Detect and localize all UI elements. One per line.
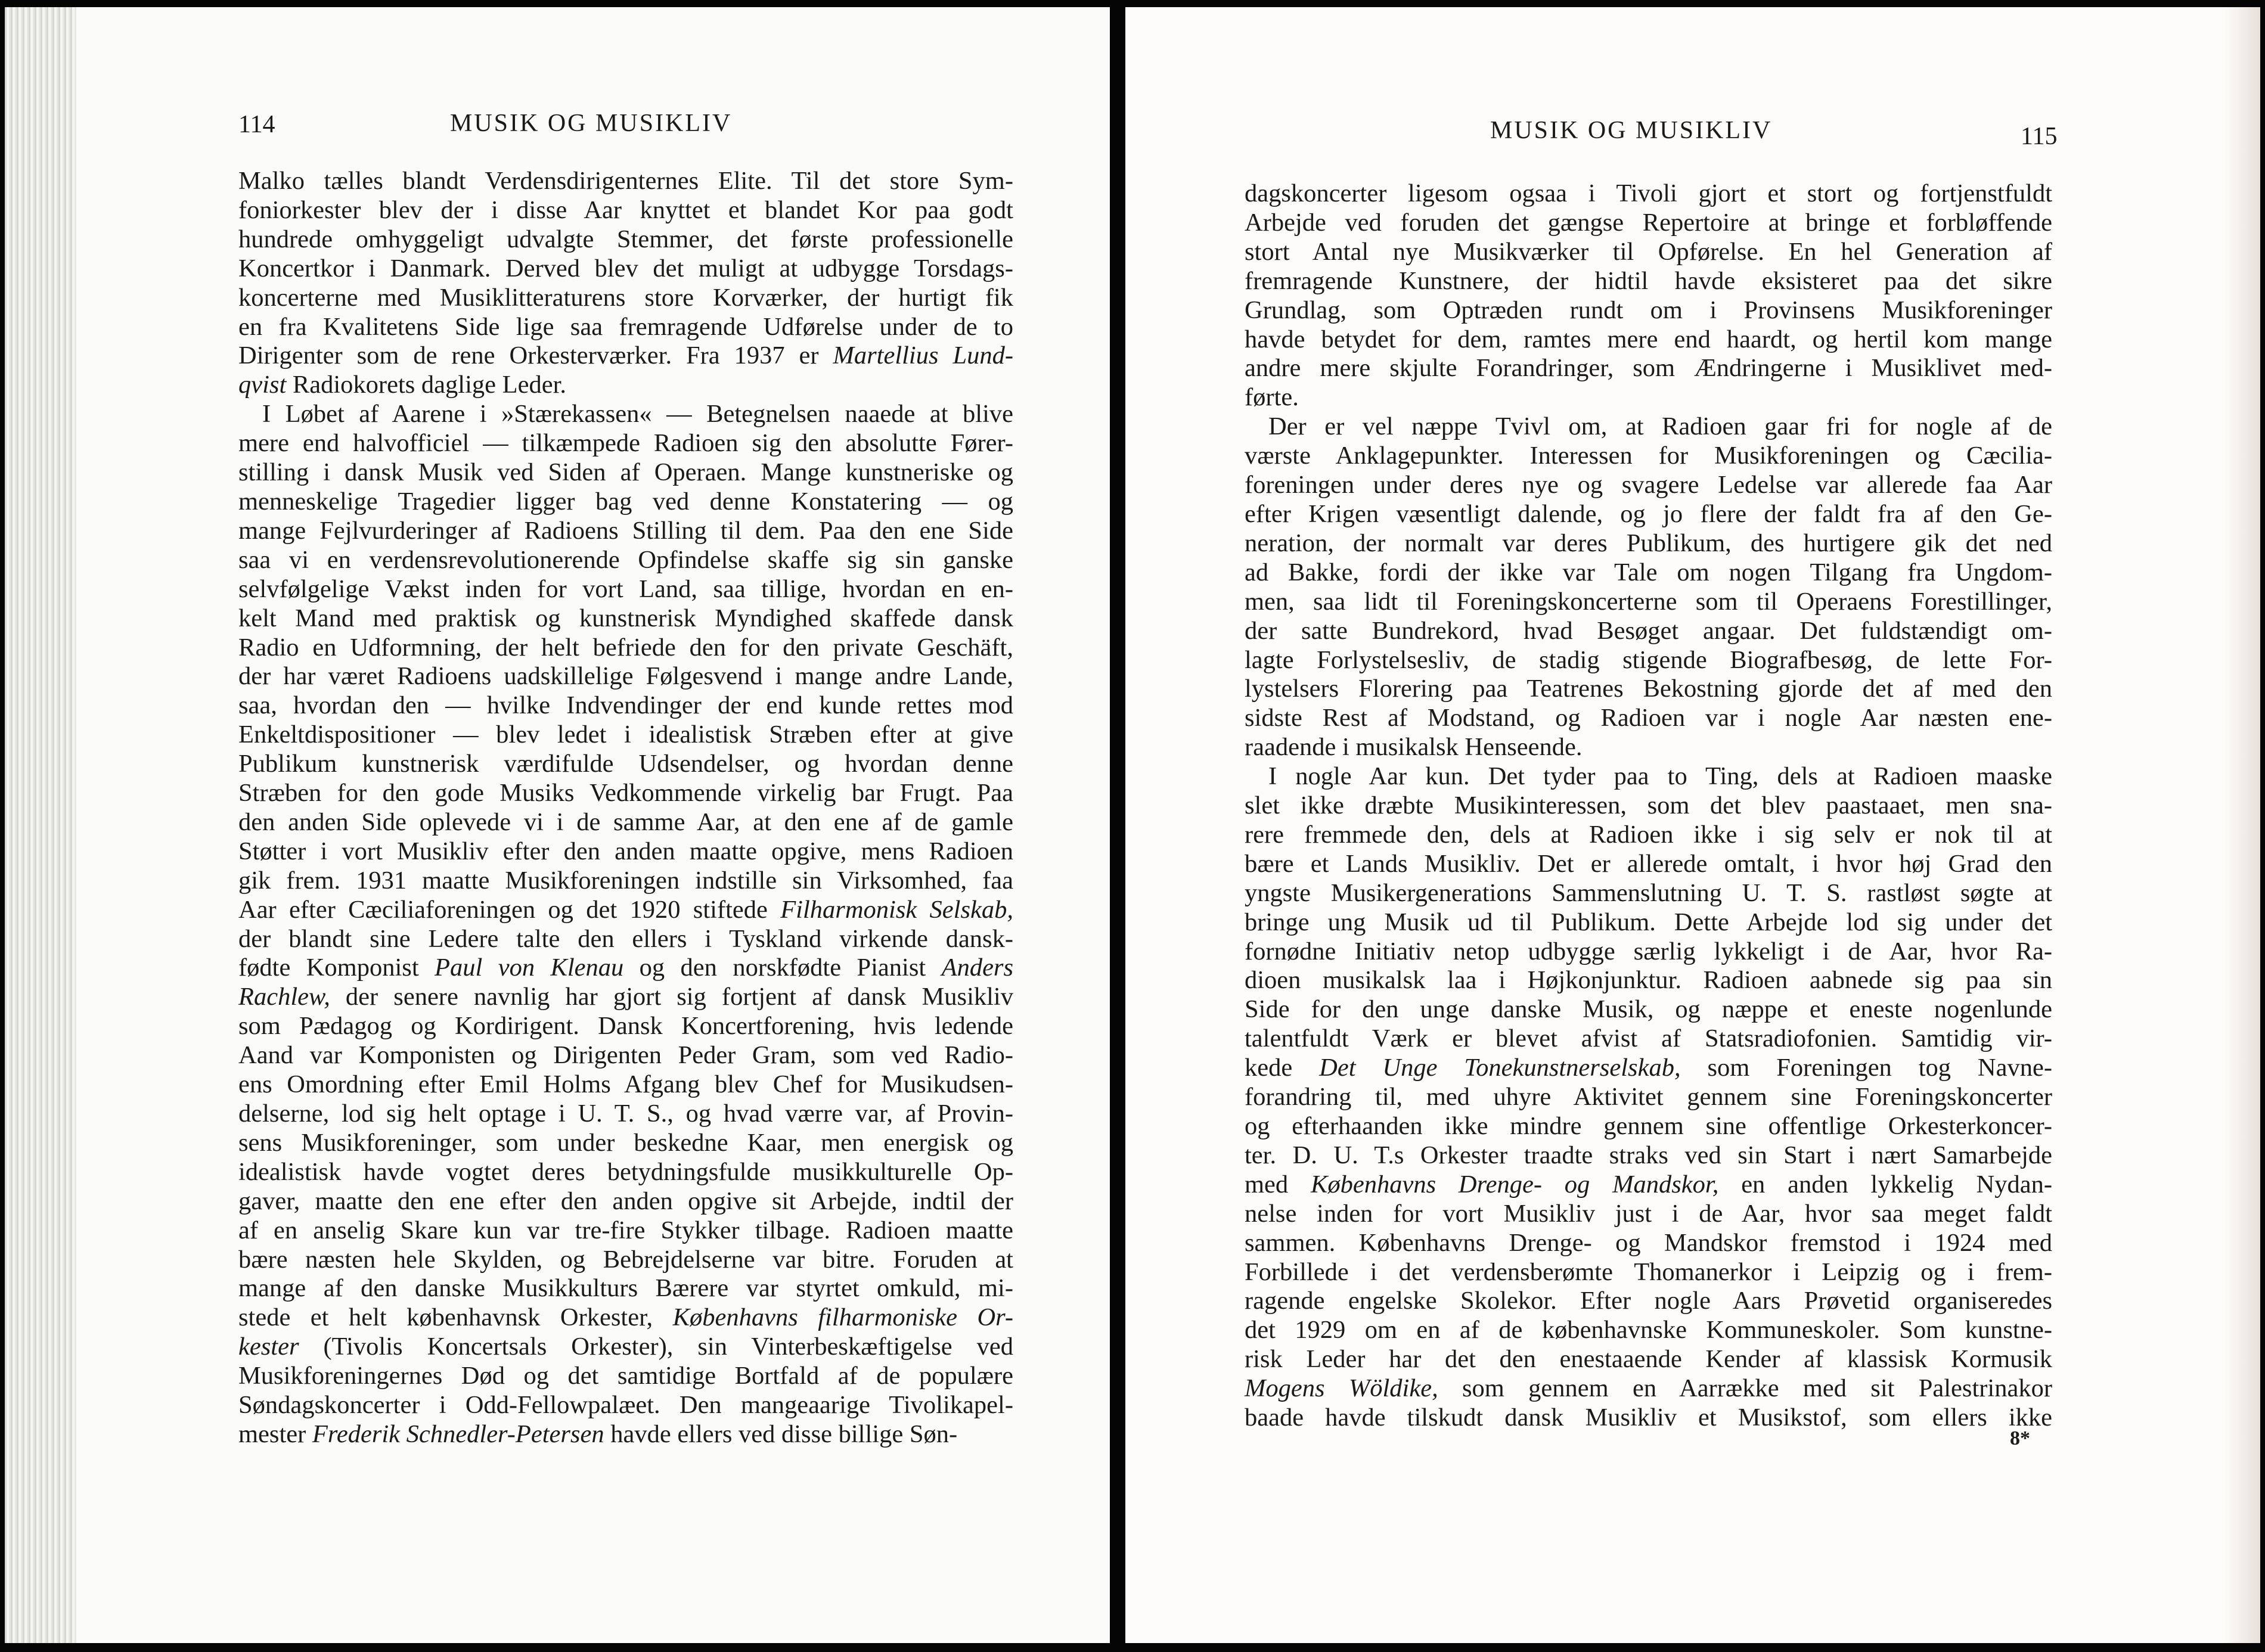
text-run: idealistisk havde vogtet deres betydningsfulde musikkulturelle Op- (238, 1157, 1013, 1186)
text-run: gaver, maatte den ene efter den anden opgive sit Arbejde, indtil der (238, 1187, 1013, 1215)
text-run: som Pædagog og Kordirigent. Dansk Koncertforening, hvis ledende (238, 1012, 1013, 1041)
italic-name: kester (238, 1333, 299, 1361)
text-line (238, 196, 1013, 225)
text-line (1245, 412, 2052, 442)
text-run: menneskelige Tragedier ligger bag ved denne Konstatering — og (238, 487, 1013, 516)
text-run: raadende i musikalsk Henseende. (1245, 733, 1583, 762)
italic-name: Københavns Drenge- og Mandskor, (1311, 1170, 1719, 1198)
text-run: mange af den danske Musikkulturs Bærere var styrtet omkuld, mi- (238, 1274, 1013, 1303)
right-running-head: MUSIK OG MUSIKLIV (1490, 117, 1773, 144)
text-run: ad Bakke, fordi der ikke var Tale om nogen Tilgang fra Ungdom- (1245, 558, 2052, 586)
text-run: dagskoncerter ligesom ogsaa i Tivoli gjort et stort og fortjenstfuldt (1245, 179, 2052, 207)
text-run: ens Omordning efter Emil Holms Afgang blev Chef for Musikudsen- (238, 1070, 1013, 1099)
text-line (1245, 1258, 2052, 1287)
text-line (238, 167, 1013, 196)
text-run: slet ikke dræbte Musikinteressen, som det blev paastaaet, men sna- (1245, 791, 2052, 820)
text-line (1245, 1141, 2052, 1170)
text-run: værste Anklagepunkter. Interessen for Musikforeningen og Cæcilia- (1245, 442, 2052, 470)
text-line (1245, 850, 2052, 879)
text-run: med (1245, 1170, 1311, 1198)
text-run: yngste Musikergenerations Sammenslutning U. T. S. rastløst søgte at (1245, 878, 2052, 907)
text-line (238, 1274, 1013, 1303)
text-run: Side for den unge danske Musik, og næppe et eneste nogenlunde (1245, 995, 2052, 1024)
right-page-number: 115 (2021, 123, 2058, 150)
text-run: Forbillede i det verdensberømte Thomanerkor i Leipzig og i frem- (1245, 1257, 2052, 1286)
text-line (1245, 966, 2052, 995)
text-run: sammen. Københavns Drenge- og Mandskor fremstod i 1924 med (1245, 1228, 2052, 1257)
text-line (1245, 1200, 2052, 1229)
text-run: Der er vel næppe Tvivl om, at Radioen gaar fri for nogle af de (1268, 412, 2052, 441)
text-run: ter. D. U. T.s Orkester traadte straks ved sin Start i nært Samarbejde (1245, 1141, 2052, 1169)
text-run: fremragende Kunstnere, der hidtil havde eksisteret paa det sikre (1245, 266, 2052, 295)
left-running-head: MUSIK OG MUSIKLIV (450, 110, 733, 137)
text-run: som gennem en Aarrække med sit Palestrinakor (1438, 1374, 2052, 1403)
text-run: selvfølgelige Vækst inden for vort Land, saa tillige, hvordan en en- (238, 575, 1013, 603)
text-run: havde betydet for dem, ramtes mere end haardt, og hertil kom mange (1245, 325, 2052, 353)
left-page-body (238, 167, 1013, 1449)
italic-name: Martellius Lund- (833, 341, 1013, 370)
text-run: neration, der normalt var deres Publikum, des hurtigere gik det ned (1245, 529, 2052, 557)
text-line (238, 983, 1013, 1012)
text-run: kelt Mand med praktisk og kunstnerisk Myndighed skaffede dansk (238, 604, 1013, 632)
text-line (238, 1246, 1013, 1275)
text-run: dioen musikalsk laa i Højkonjunktur. Radioen aabnede sig paa sin (1245, 966, 2052, 995)
text-line (1245, 762, 2052, 791)
text-run: foniorkester blev der i disse Aar knyttet et blandet Kor paa godt (238, 195, 1013, 224)
text-line (1245, 588, 2052, 617)
signature-mark: 8* (2010, 1427, 2030, 1449)
text-line (238, 429, 1013, 458)
text-run: Stræben for den gode Musiks Vedkommende virkelig bar Frugt. Paa (238, 779, 1013, 808)
text-run: talentfuldt Værk er blevet afvist af Statsradiofonien. Samtidig vir- (1245, 1024, 2052, 1053)
text-run: en fra Kvalitetens Side lige saa fremragende Udførelse under de to (238, 312, 1013, 341)
text-run: Grundlag, som Optræden rundt om i Provinsens Musikforeninger (1245, 296, 2052, 324)
text-line (1245, 791, 2052, 821)
text-run: ragende engelske Skolekor. Efter nogle Aars Prøvetid organiseredes (1245, 1287, 2052, 1315)
text-run: Malko tælles blandt Verdensdirigenternes Elite. Til det store Sym- (238, 167, 1013, 195)
italic-name: Paul von Klenau (435, 954, 624, 982)
text-line (1245, 296, 2052, 325)
text-run: mere end halvofficiel — tilkæmpede Radioen sig den absolutte Fører- (238, 429, 1013, 458)
text-line (1245, 995, 2052, 1024)
text-line (238, 546, 1013, 575)
text-line (1245, 908, 2052, 937)
text-line (238, 575, 1013, 604)
text-line (238, 808, 1013, 837)
text-line (238, 721, 1013, 750)
text-run: sidste Rest af Modstand, og Radioen var i nogle Aar næsten ene- (1245, 704, 2052, 732)
text-line (1245, 879, 2052, 908)
text-run: Radiokorets daglige Leder. (286, 371, 567, 399)
text-line (238, 954, 1013, 983)
text-run: andre mere skjulte Forandringer, som Ændringerne i Musiklivet med- (1245, 354, 2052, 383)
italic-name: Det Unge Tonekunstnerselskab, (1319, 1054, 1681, 1082)
text-line (1245, 209, 2052, 238)
text-run: lagte Forlystelsesliv, de stadig stigende Biografbesøg, de lette For- (1245, 645, 2052, 674)
text-line (1245, 1229, 2052, 1258)
text-line (1245, 471, 2052, 500)
text-line (238, 691, 1013, 721)
italic-name: Københavns filharmoniske Or- (672, 1303, 1013, 1332)
text-line (238, 1070, 1013, 1100)
text-run: mester (238, 1420, 312, 1448)
text-run: havde ellers ved disse billige Søn- (604, 1420, 958, 1448)
text-run: stort Antal nye Musikværker til Opførelse. En hel Generation af (1245, 237, 2052, 266)
text-line (238, 225, 1013, 254)
text-run: Musikforeningernes Død og det samtidige Bortfald af de populære (238, 1362, 1013, 1390)
text-run: bære et Lands Musikliv. Det er allerede omtalt, i hvor høj Grad den (1245, 849, 2052, 878)
text-run: efter Krigen væsentligt dalende, og jo flere der faldt fra af den Ge- (1245, 499, 2052, 528)
text-line (1245, 704, 2052, 733)
text-line (238, 1158, 1013, 1187)
text-line (1245, 238, 2052, 267)
text-line (1245, 733, 2052, 762)
right-page-body (1245, 179, 2052, 1433)
text-line (238, 896, 1013, 925)
text-run: forandring til, med uhyre Aktivitet gennem sine Foreningskoncerter (1245, 1083, 2052, 1111)
text-line (238, 371, 1013, 400)
page-edge-shadow (2224, 7, 2260, 1643)
text-run: Støtter i vort Musikliv efter den anden maatte opgive, mens Radioen (238, 837, 1013, 865)
text-line (238, 779, 1013, 808)
text-line (238, 1420, 1013, 1449)
text-run: en anden lykkelig Nydan- (1718, 1170, 2052, 1198)
text-run: som Foreningen tog Navne- (1680, 1054, 2052, 1082)
text-line (1245, 1403, 2052, 1433)
text-run: Radio en Udformning, der helt befriede den for den private Geschäft, (238, 633, 1013, 662)
page-edge-stack (5, 7, 76, 1643)
text-run: Søndagskoncerter i Odd-Fellowpalæet. Den mangeaarige Tivolikapel- (238, 1391, 1013, 1420)
text-line (1245, 442, 2052, 471)
text-line (1245, 1083, 2052, 1112)
text-run: Aand var Komponisten og Dirigenten Peder Gram, som ved Radio- (238, 1041, 1013, 1070)
text-line (238, 750, 1013, 779)
text-run: baade havde tilskudt dansk Musikliv et Musikstof, som ellers ikke (1245, 1403, 2052, 1432)
text-line (238, 662, 1013, 691)
text-run: bære næsten hele Skylden, og Bebrejdelserne var bitre. Foruden at (238, 1245, 1013, 1274)
text-run: Enkeltdispositioner — blev ledet i idealistisk Stræben efter at give (238, 721, 1013, 749)
text-line (238, 1100, 1013, 1129)
text-line (238, 254, 1013, 284)
text-run: sens Musikforeninger, som under beskedne Kaar, men energisk og (238, 1128, 1013, 1157)
text-run: lystelsers Florering paa Teatrenes Bekostning gjorde det af med den (1245, 675, 2052, 703)
text-line (238, 604, 1013, 634)
text-line (238, 400, 1013, 429)
text-line (238, 1216, 1013, 1246)
text-line (238, 925, 1013, 954)
text-run: stilling i dansk Musik ved Siden af Operaen. Mange kunstneriske og (238, 458, 1013, 487)
text-run: nelse inden for vort Musikliv just i de Aar, hvor saa meget faldt (1245, 1199, 2052, 1228)
left-page-number: 114 (238, 111, 275, 138)
italic-name: Anders (941, 954, 1014, 982)
text-line (238, 1041, 1013, 1070)
text-line (1245, 617, 2052, 646)
text-run: Arbejde ved foruden det gængse Repertoire at bringe et forbløffende (1245, 208, 2052, 237)
text-line (238, 1391, 1013, 1420)
text-line (1245, 1345, 2052, 1374)
text-run: I Løbet af Aarene i »Stærekassen« — Betegnelsen naaede at blive (262, 400, 1013, 428)
text-line (1245, 325, 2052, 355)
text-line (238, 517, 1013, 546)
italic-name: Frederik Schnedler-Petersen (312, 1420, 604, 1448)
text-run: og efterhaanden ikke mindre gennem sine offentlige Orkesterkoncer- (1245, 1112, 2052, 1140)
text-run: der senere navnlig har gjort sig fortjent af dansk Musikliv (330, 983, 1013, 1011)
text-run: koncerterne med Musiklitteraturens store Korværker, der hurtigt fik (238, 283, 1013, 312)
text-line (1245, 267, 2052, 296)
text-line (238, 1012, 1013, 1041)
book-gutter (1110, 0, 1127, 1652)
text-run: af en anselig Skare kun var tre-fire Stykker tilbage. Radioen maatte (238, 1216, 1013, 1244)
text-run: førte. (1245, 383, 1299, 412)
text-run: Dirigenter som de rene Orkesterværker. Fra 1937 er (238, 341, 833, 370)
text-run: gik frem. 1931 maatte Musikforeningen indstille sin Virksomhed, faa (238, 866, 1013, 895)
text-run: bringe ung Musik ud til Publikum. Dette Arbejde lod sig under det (1245, 908, 2052, 936)
text-run: rere fremmede den, dels at Radioen ikke i sig selv er nok til at (1245, 820, 2052, 849)
text-run: delserne, lod sig helt optage i U. T. S., og hvad værre var, af Provin- (238, 1100, 1013, 1128)
text-line (1245, 354, 2052, 383)
text-line (238, 1303, 1013, 1333)
text-line (238, 1187, 1013, 1216)
italic-name: Rachlew, (238, 983, 330, 1011)
text-run: stede et helt københavnsk Orkester, (238, 1303, 673, 1332)
text-run: Publikum kunstnerisk værdifulde Udsendelser, og hvordan denne (238, 750, 1013, 778)
text-line (1245, 675, 2052, 704)
text-run: der har været Radioens uadskillelige Følgesvend i mange andre Lande, (238, 662, 1013, 691)
text-line (1245, 821, 2052, 850)
text-line (238, 458, 1013, 487)
text-line (238, 837, 1013, 867)
text-line (1245, 529, 2052, 558)
text-line (1245, 1054, 2052, 1083)
text-line (1245, 1024, 2052, 1054)
text-line (1245, 179, 2052, 209)
text-line (1245, 1316, 2052, 1345)
text-line (238, 341, 1013, 371)
text-run: der blandt sine Ledere talte den ellers i Tyskland virkende dansk- (238, 924, 1013, 953)
text-run: Koncertkor i Danmark. Derved blev det muligt at udbygge Torsdags- (238, 254, 1013, 282)
italic-name: Mogens Wöldike, (1245, 1374, 1438, 1403)
text-line (1245, 1112, 2052, 1141)
text-run: det 1929 om en af de københavnske Kommuneskoler. Som kunstne- (1245, 1316, 2052, 1344)
text-line (238, 1333, 1013, 1362)
text-run: I nogle Aar kun. Det tyder paa to Ting, dels at Radioen maaske (1268, 762, 2052, 791)
text-run: og den norskfødte Pianist (623, 954, 942, 982)
text-line (238, 1129, 1013, 1158)
text-line (238, 284, 1013, 313)
text-line (238, 867, 1013, 896)
text-line (1245, 383, 2052, 412)
text-line (238, 1362, 1013, 1391)
text-run: der satte Bundrekord, hvad Besøget angaar. Det fuldstændigt om- (1245, 616, 2052, 645)
text-run: men, saa lidt til Foreningskoncerterne som til Operaens Forestillinger, (1245, 587, 2052, 616)
text-line (238, 487, 1013, 517)
text-run: fornødne Initiativ netop udbygge særlig lykkeligt i de Aar, hvor Ra- (1245, 937, 2052, 965)
text-run: den anden Side oplevede vi i de samme Aar, at den ene af de gamle (238, 808, 1013, 836)
text-run: Aar efter Cæciliaforeningen og det 1920 stiftede (238, 895, 781, 924)
text-line (1245, 558, 2052, 588)
text-run: mange Fejlvurderinger af Radioens Stilling til dem. Paa den ene Side (238, 516, 1013, 545)
text-line (1245, 1170, 2052, 1200)
text-run: kede (1245, 1054, 1320, 1082)
text-run: (Tivolis Koncertsals Orkester), sin Vinterbeskæftigelse ved (299, 1333, 1013, 1361)
italic-name: Filharmonisk Selskab, (780, 895, 1014, 924)
text-run: saa, hvordan den — hvilke Indvendinger der end kunde rettes mod (238, 691, 1013, 720)
text-line (1245, 937, 2052, 967)
text-run: risk Leder har det den enestaaende Kender af klassisk Kormusik (1245, 1345, 2052, 1374)
text-line (238, 313, 1013, 342)
text-line (238, 634, 1013, 663)
text-run: saa vi en verdensrevolutionerende Opfindelse skaffe sig sin ganske (238, 545, 1013, 574)
text-run: hundrede omhyggeligt udvalgte Stemmer, det første professionelle (238, 225, 1013, 253)
text-run: foreningen under deres nye og svagere Ledelse var allerede faa Aar (1245, 471, 2052, 499)
text-line (1245, 646, 2052, 675)
italic-name: qvist (238, 371, 287, 399)
text-line (1245, 1287, 2052, 1316)
text-run: fødte Komponist (238, 954, 435, 982)
text-line (1245, 1374, 2052, 1403)
text-line (1245, 500, 2052, 529)
